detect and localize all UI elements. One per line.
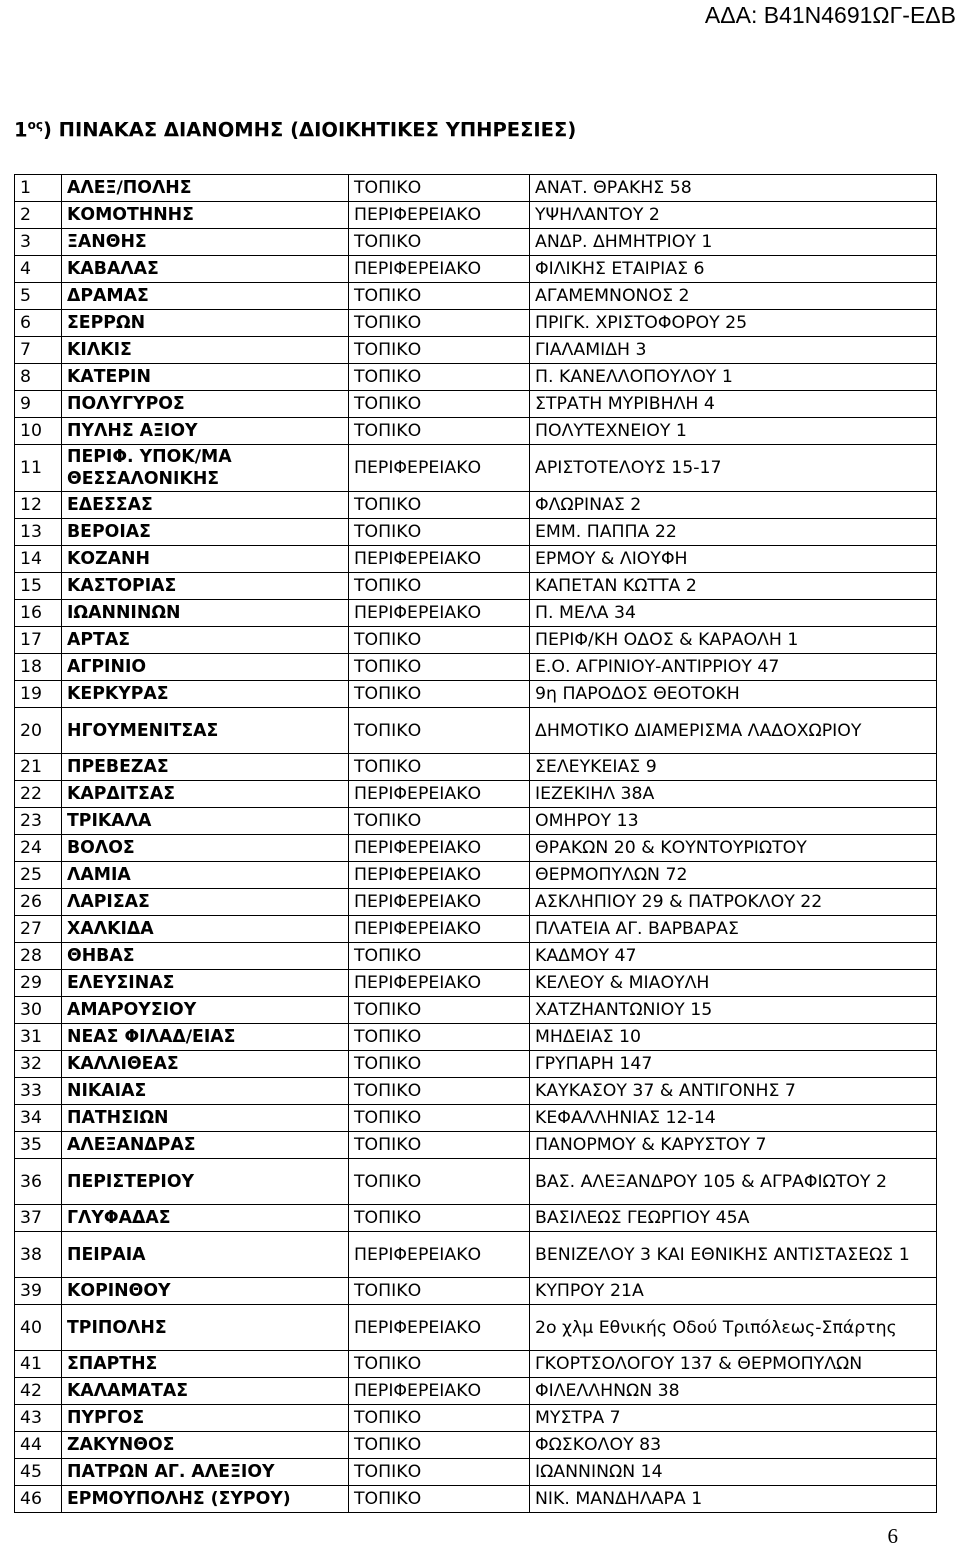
office-type: ΤΟΠΙΚΟ [349, 1351, 530, 1378]
office-type: ΤΟΠΙΚΟ [349, 808, 530, 835]
office-address: ΦΙΛΙΚΗΣ ΕΤΑΙΡΙΑΣ 6 [530, 256, 937, 283]
row-number: 19 [15, 681, 62, 708]
office-name: ΘΗΒΑΣ [62, 943, 349, 970]
office-address: ΙΩΑΝΝΙΝΩΝ 14 [530, 1459, 937, 1486]
row-number: 32 [15, 1051, 62, 1078]
office-name: ΠΑΤΡΩΝ ΑΓ. ΑΛΕΞΙΟΥ [62, 1459, 349, 1486]
table-row [15, 754, 937, 781]
office-address: ΑΓΑΜΕΜΝΟΝΟΣ 2 [530, 283, 937, 310]
row-number: 45 [15, 1459, 62, 1486]
office-type: ΤΟΠΙΚΟ [349, 1459, 530, 1486]
office-type: ΤΟΠΙΚΟ [349, 681, 530, 708]
office-type: ΤΟΠΙΚΟ [349, 229, 530, 256]
office-address: ΠΕΡΙΦ/ΚΗ ΟΔΟΣ & ΚΑΡΑΟΛΗ 1 [530, 627, 937, 654]
row-number: 5 [15, 283, 62, 310]
office-address: ΑΝΑΤ. ΘΡΑΚΗΣ 58 [530, 175, 937, 202]
office-type: ΤΟΠΙΚΟ [349, 1205, 530, 1232]
row-number: 43 [15, 1405, 62, 1432]
table-row [15, 1351, 937, 1378]
table-row [15, 573, 937, 600]
table-row [15, 337, 937, 364]
office-type: ΤΟΠΙΚΟ [349, 1486, 530, 1513]
row-number: 22 [15, 781, 62, 808]
table-row [15, 519, 937, 546]
row-number: 38 [15, 1232, 62, 1278]
office-type: ΤΟΠΙΚΟ [349, 418, 530, 445]
office-address: Π. ΜΕΛΑ 34 [530, 600, 937, 627]
office-type: ΠΕΡΙΦΕΡΕΙΑΚΟ [349, 889, 530, 916]
office-address: ΠΑΝΟΡΜΟΥ & ΚΑΡΥΣΤΟΥ 7 [530, 1132, 937, 1159]
office-type: ΤΟΠΙΚΟ [349, 175, 530, 202]
office-address: ΦΛΩΡΙΝΑΣ 2 [530, 492, 937, 519]
office-type: ΤΟΠΙΚΟ [349, 1078, 530, 1105]
row-number: 39 [15, 1278, 62, 1305]
table-row [15, 1232, 937, 1278]
office-address: ΕΜΜ. ΠΑΠΠΑ 22 [530, 519, 937, 546]
table-row [15, 283, 937, 310]
office-type: ΤΟΠΙΚΟ [349, 283, 530, 310]
office-type: ΤΟΠΙΚΟ [349, 654, 530, 681]
row-number: 4 [15, 256, 62, 283]
office-address: ΑΡΙΣΤΟΤΕΛΟΥΣ 15-17 [530, 445, 937, 492]
office-type: ΤΟΠΙΚΟ [349, 391, 530, 418]
office-type: ΠΕΡΙΦΕΡΕΙΑΚΟ [349, 600, 530, 627]
table-row [15, 229, 937, 256]
row-number: 28 [15, 943, 62, 970]
office-name: ΤΡΙΠΟΛΗΣ [62, 1305, 349, 1351]
office-type: ΤΟΠΙΚΟ [349, 1024, 530, 1051]
office-type: ΠΕΡΙΦΕΡΕΙΑΚΟ [349, 546, 530, 573]
office-address: ΘΕΡΜΟΠΥΛΩΝ 72 [530, 862, 937, 889]
office-address: ΝΙΚ. ΜΑΝΔΗΛΑΡΑ 1 [530, 1486, 937, 1513]
row-number: 44 [15, 1432, 62, 1459]
row-number: 11 [15, 445, 62, 492]
office-address: ΥΨΗΛΑΝΤΟΥ 2 [530, 202, 937, 229]
row-number: 17 [15, 627, 62, 654]
office-address: ΠΡΙΓΚ. ΧΡΙΣΤΟΦΟΡΟΥ 25 [530, 310, 937, 337]
office-address: ΑΣΚΛΗΠΙΟΥ 29 & ΠΑΤΡΟΚΛΟΥ 22 [530, 889, 937, 916]
office-name: ΑΡΤΑΣ [62, 627, 349, 654]
title-ordinal: ος [27, 118, 43, 132]
office-type: ΠΕΡΙΦΕΡΕΙΑΚΟ [349, 1232, 530, 1278]
table-row [15, 391, 937, 418]
row-number: 31 [15, 1024, 62, 1051]
office-name: ΤΡΙΚΑΛΑ [62, 808, 349, 835]
table-row [15, 1432, 937, 1459]
office-name: ΓΛΥΦΑΔΑΣ [62, 1205, 349, 1232]
office-name: ΠΥΡΓΟΣ [62, 1405, 349, 1432]
row-number: 30 [15, 997, 62, 1024]
office-name: ΝΙΚΑΙΑΣ [62, 1078, 349, 1105]
distribution-table [14, 174, 937, 1513]
office-type: ΠΕΡΙΦΕΡΕΙΑΚΟ [349, 256, 530, 283]
office-address: 9η ΠΑΡΟΔΟΣ ΘΕΟΤΟΚΗ [530, 681, 937, 708]
office-address: ΟΜΗΡΟΥ 13 [530, 808, 937, 835]
table-row [15, 681, 937, 708]
office-name: ΒΕΡΟΙΑΣ [62, 519, 349, 546]
office-type: ΠΕΡΙΦΕΡΕΙΑΚΟ [349, 835, 530, 862]
office-type: ΠΕΡΙΦΕΡΕΙΑΚΟ [349, 202, 530, 229]
office-type: ΤΟΠΙΚΟ [349, 627, 530, 654]
office-address: ΦΙΛΕΛΛΗΝΩΝ 38 [530, 1378, 937, 1405]
office-name: ΛΑΡΙΣΑΣ [62, 889, 349, 916]
office-address: ΙΕΖΕΚΙΗΛ 38Α [530, 781, 937, 808]
office-address: ΜΗΔΕΙΑΣ 10 [530, 1024, 937, 1051]
row-number: 37 [15, 1205, 62, 1232]
office-name: ΛΑΜΙΑ [62, 862, 349, 889]
office-address: ΓΚΟΡΤΣΟΛΟΓΟΥ 137 & ΘΕΡΜΟΠΥΛΩΝ [530, 1351, 937, 1378]
table-row [15, 654, 937, 681]
office-type: ΤΟΠΙΚΟ [349, 1051, 530, 1078]
row-number: 18 [15, 654, 62, 681]
table-row [15, 835, 937, 862]
office-name: ΚΕΡΚΥΡΑΣ [62, 681, 349, 708]
office-name: ΣΕΡΡΩΝ [62, 310, 349, 337]
office-name: ΚΙΛΚΙΣ [62, 337, 349, 364]
row-number: 36 [15, 1159, 62, 1205]
table-row [15, 781, 937, 808]
table-row [15, 1205, 937, 1232]
table-row [15, 889, 937, 916]
table-row [15, 1024, 937, 1051]
office-name: ΔΡΑΜΑΣ [62, 283, 349, 310]
office-address: Ε.Ο. ΑΓΡΙΝΙΟΥ-ΑΝΤΙΡΡΙΟΥ 47 [530, 654, 937, 681]
table-row [15, 364, 937, 391]
office-name: ΕΡΜΟΥΠΟΛΗΣ (ΣΥΡΟΥ) [62, 1486, 349, 1513]
table-row [15, 943, 937, 970]
table-row [15, 1305, 937, 1351]
office-type: ΤΟΠΙΚΟ [349, 573, 530, 600]
office-name: ΖΑΚΥΝΘΟΣ [62, 1432, 349, 1459]
table-row [15, 1378, 937, 1405]
office-name: ΙΩΑΝΝΙΝΩΝ [62, 600, 349, 627]
office-type: ΤΟΠΙΚΟ [349, 1432, 530, 1459]
office-address: ΚΑΠΕΤΑΝ ΚΩΤΤΑ 2 [530, 573, 937, 600]
office-address: ΓΡΥΠΑΡΗ 147 [530, 1051, 937, 1078]
title-text: ) ΠΙΝΑΚΑΣ ΔΙΑΝΟΜΗΣ (ΔΙΟΙΚΗΤΙΚΕΣ ΥΠΗΡΕΣΙΕΣ) [42, 118, 577, 142]
office-type: ΤΟΠΙΚΟ [349, 310, 530, 337]
row-number: 40 [15, 1305, 62, 1351]
office-name: ΚΑΛΛΙΘΕΑΣ [62, 1051, 349, 1078]
office-name: ΠΥΛΗΣ ΑΞΙΟΥ [62, 418, 349, 445]
office-name: ΚΑΡΔΙΤΣΑΣ [62, 781, 349, 808]
row-number: 8 [15, 364, 62, 391]
office-type: ΤΟΠΙΚΟ [349, 754, 530, 781]
table-row [15, 418, 937, 445]
office-type: ΤΟΠΙΚΟ [349, 943, 530, 970]
office-name: ΑΛΕΞΑΝΔΡΑΣ [62, 1132, 349, 1159]
table-row [15, 1105, 937, 1132]
office-type: ΤΟΠΙΚΟ [349, 1132, 530, 1159]
page-number: 6 [887, 1524, 898, 1548]
row-number: 1 [15, 175, 62, 202]
office-address: ΚΕΦΑΛΛΗΝΙΑΣ 12-14 [530, 1105, 937, 1132]
row-number: 23 [15, 808, 62, 835]
page-title [14, 118, 576, 142]
title-prefix: 1 [14, 118, 28, 142]
row-number: 15 [15, 573, 62, 600]
office-name: ΑΓΡΙΝΙΟ [62, 654, 349, 681]
office-address: 2ο χλμ Εθνικής Οδού Τριπόλεως-Σπάρτης [530, 1305, 937, 1351]
office-type: ΤΟΠΙΚΟ [349, 1105, 530, 1132]
table-row [15, 708, 937, 754]
row-number: 24 [15, 835, 62, 862]
office-name: ΚΟΜΟΤΗΝΗΣ [62, 202, 349, 229]
table-row [15, 546, 937, 573]
office-address: ΧΑΤΖΗΑΝΤΩΝΙΟΥ 15 [530, 997, 937, 1024]
table-row [15, 1051, 937, 1078]
office-type: ΤΟΠΙΚΟ [349, 1278, 530, 1305]
office-name: ΚΟΡΙΝΘΟΥ [62, 1278, 349, 1305]
office-name: ΑΛΕΞ/ΠΟΛΗΣ [62, 175, 349, 202]
row-number: 35 [15, 1132, 62, 1159]
row-number: 10 [15, 418, 62, 445]
office-name: ΣΠΑΡΤΗΣ [62, 1351, 349, 1378]
row-number: 6 [15, 310, 62, 337]
table-row [15, 1159, 937, 1205]
office-address: ΦΩΣΚΟΛΟΥ 83 [530, 1432, 937, 1459]
office-address: ΚΥΠΡΟΥ 21Α [530, 1278, 937, 1305]
table-row [15, 492, 937, 519]
office-address: ΔΗΜΟΤΙΚΟ ΔΙΑΜΕΡΙΣΜΑ ΛΑΔΟΧΩΡΙΟΥ [530, 708, 937, 754]
office-type: ΤΟΠΙΚΟ [349, 519, 530, 546]
row-number: 41 [15, 1351, 62, 1378]
row-number: 7 [15, 337, 62, 364]
office-address: ΕΡΜΟΥ & ΛΙΟΥΦΗ [530, 546, 937, 573]
table-row [15, 916, 937, 943]
office-type: ΠΕΡΙΦΕΡΕΙΑΚΟ [349, 445, 530, 492]
table-row [15, 600, 937, 627]
office-type: ΤΟΠΙΚΟ [349, 492, 530, 519]
office-name: ΠΕΙΡΑΙΑ [62, 1232, 349, 1278]
table-row [15, 256, 937, 283]
office-address: ΚΕΛΕΟΥ & ΜΙΑΟΥΛΗ [530, 970, 937, 997]
office-name: ΒΟΛΟΣ [62, 835, 349, 862]
row-number: 42 [15, 1378, 62, 1405]
office-address: ΘΡΑΚΩΝ 20 & ΚΟΥΝΤΟΥΡΙΩΤΟΥ [530, 835, 937, 862]
table-row [15, 175, 937, 202]
row-number: 34 [15, 1105, 62, 1132]
table-row [15, 970, 937, 997]
office-address: ΣΕΛΕΥΚΕΙΑΣ 9 [530, 754, 937, 781]
row-number: 25 [15, 862, 62, 889]
office-name: ΧΑΛΚΙΔΑ [62, 916, 349, 943]
distribution-table-body [15, 175, 937, 1513]
table-row [15, 310, 937, 337]
row-number: 27 [15, 916, 62, 943]
office-type: ΤΟΠΙΚΟ [349, 997, 530, 1024]
office-address: ΚΑΔΜΟΥ 47 [530, 943, 937, 970]
office-type: ΤΟΠΙΚΟ [349, 708, 530, 754]
row-number: 16 [15, 600, 62, 627]
office-type: ΠΕΡΙΦΕΡΕΙΑΚΟ [349, 781, 530, 808]
row-number: 46 [15, 1486, 62, 1513]
row-number: 12 [15, 492, 62, 519]
table-row [15, 808, 937, 835]
office-name: ΚΑΤΕΡΙΝ [62, 364, 349, 391]
office-type: ΠΕΡΙΦΕΡΕΙΑΚΟ [349, 916, 530, 943]
row-number: 33 [15, 1078, 62, 1105]
office-name: ΠΡΕΒΕΖΑΣ [62, 754, 349, 781]
office-name: ΕΛΕΥΣΙΝΑΣ [62, 970, 349, 997]
office-type: ΠΕΡΙΦΕΡΕΙΑΚΟ [349, 1305, 530, 1351]
ada-code: ΑΔΑ: Β41Ν4691ΩΓ-ΕΔΒ [704, 2, 956, 28]
row-number: 3 [15, 229, 62, 256]
office-address: Π. ΚΑΝΕΛΛΟΠΟΥΛΟΥ 1 [530, 364, 937, 391]
table-row [15, 202, 937, 229]
table-row [15, 997, 937, 1024]
office-name: ΞΑΝΘΗΣ [62, 229, 349, 256]
office-type: ΤΟΠΙΚΟ [349, 1405, 530, 1432]
office-type: ΤΟΠΙΚΟ [349, 364, 530, 391]
office-address: ΣΤΡΑΤΗ ΜΥΡΙΒΗΛΗ 4 [530, 391, 937, 418]
office-name: ΚΑΛΑΜΑΤΑΣ [62, 1378, 349, 1405]
table-row [15, 1405, 937, 1432]
office-address: ΒΑΣΙΛΕΩΣ ΓΕΩΡΓΙΟΥ 45Α [530, 1205, 937, 1232]
office-name: ΠΑΤΗΣΙΩΝ [62, 1105, 349, 1132]
table-row [15, 627, 937, 654]
table-row [15, 1078, 937, 1105]
office-name: ΠΟΛΥΓΥΡΟΣ [62, 391, 349, 418]
row-number: 20 [15, 708, 62, 754]
office-name: ΚΟΖΑΝΗ [62, 546, 349, 573]
table-row [15, 1486, 937, 1513]
office-name: ΝΕΑΣ ΦΙΛΑΔ/ΕΙΑΣ [62, 1024, 349, 1051]
row-number: 14 [15, 546, 62, 573]
office-type: ΤΟΠΙΚΟ [349, 337, 530, 364]
office-address: ΑΝΔΡ. ΔΗΜΗΤΡΙΟΥ 1 [530, 229, 937, 256]
office-type: ΤΟΠΙΚΟ [349, 1159, 530, 1205]
office-address: ΠΟΛΥΤΕΧΝΕΙΟΥ 1 [530, 418, 937, 445]
office-type: ΠΕΡΙΦΕΡΕΙΑΚΟ [349, 1378, 530, 1405]
table-row [15, 862, 937, 889]
table-row [15, 445, 937, 492]
row-number: 2 [15, 202, 62, 229]
office-address: ΚΑΥΚΑΣΟΥ 37 & ΑΝΤΙΓΟΝΗΣ 7 [530, 1078, 937, 1105]
row-number: 26 [15, 889, 62, 916]
table-row [15, 1278, 937, 1305]
office-name: ΠΕΡΙΦ. ΥΠΟΚ/ΜΑ ΘΕΣΣΑΛΟΝΙΚΗΣ [62, 445, 349, 492]
office-name: ΚΑΣΤΟΡΙΑΣ [62, 573, 349, 600]
office-address: ΒΑΣ. ΑΛΕΞΑΝΔΡΟΥ 105 & ΑΓΡΑΦΙΩΤΟΥ 2 [530, 1159, 937, 1205]
office-address: ΜΥΣΤΡΑ 7 [530, 1405, 937, 1432]
office-name: ΕΔΕΣΣΑΣ [62, 492, 349, 519]
office-type: ΠΕΡΙΦΕΡΕΙΑΚΟ [349, 862, 530, 889]
office-address: ΒΕΝΙΖΕΛΟΥ 3 ΚΑΙ ΕΘΝΙΚΗΣ ΑΝΤΙΣΤΑΣΕΩΣ 1 [530, 1232, 937, 1278]
row-number: 21 [15, 754, 62, 781]
office-address: ΓΙΑΛΑΜΙΔΗ 3 [530, 337, 937, 364]
table-row [15, 1459, 937, 1486]
row-number: 29 [15, 970, 62, 997]
office-name: ΠΕΡΙΣΤΕΡΙΟΥ [62, 1159, 349, 1205]
office-name: ΑΜΑΡΟΥΣΙΟΥ [62, 997, 349, 1024]
office-name: ΚΑΒΑΛΑΣ [62, 256, 349, 283]
office-name: ΗΓΟΥΜΕΝΙΤΣΑΣ [62, 708, 349, 754]
row-number: 9 [15, 391, 62, 418]
office-type: ΠΕΡΙΦΕΡΕΙΑΚΟ [349, 970, 530, 997]
table-row [15, 1132, 937, 1159]
office-address: ΠΛΑΤΕΙΑ ΑΓ. ΒΑΡΒΑΡΑΣ [530, 916, 937, 943]
row-number: 13 [15, 519, 62, 546]
